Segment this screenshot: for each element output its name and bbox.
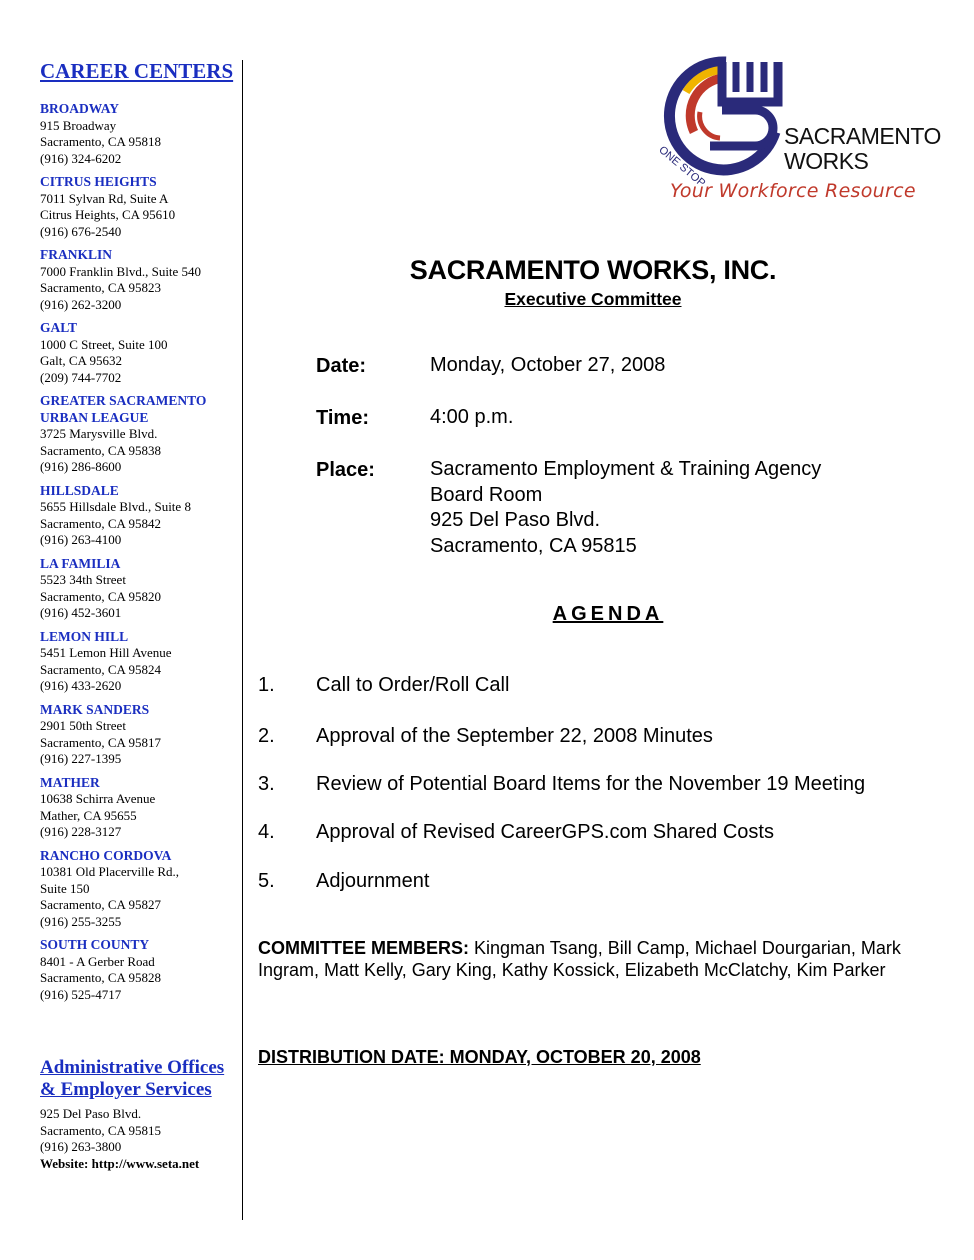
career-center xyxy=(40,775,236,841)
center-city: Sacramento, CA 95824 xyxy=(40,661,161,677)
center-city: Sacramento, CA 95827 xyxy=(40,897,161,912)
agenda-heading: AGENDA xyxy=(552,603,664,625)
sidebar-divider xyxy=(242,60,243,1220)
center-name: BROADWAY xyxy=(40,101,120,116)
center-phone: (916) 286-8600 xyxy=(40,459,122,474)
center-city: Citrus Heights, CA 95610 xyxy=(40,207,176,222)
center-phone: (916) 525-4717 xyxy=(40,986,122,1002)
time-value: 4:00 p.m. xyxy=(430,406,514,428)
agenda-item-text: Adjournment xyxy=(316,870,430,892)
center-address: 10381 Old Placerville Rd., xyxy=(40,864,180,879)
one-stop-badge: ONE STOP xyxy=(656,144,708,190)
center-city: Sacramento, CA 95842 xyxy=(40,515,161,531)
center-phone: (916) 324-6202 xyxy=(40,150,122,166)
center-phone: (916) 263-4100 xyxy=(40,532,122,547)
members-label: COMMITTEE MEMBERS: xyxy=(258,938,469,958)
admin-title xyxy=(40,1057,240,1101)
center-address: 7011 Sylvan Rd, Suite A xyxy=(40,190,169,206)
career-center xyxy=(40,320,236,386)
sacramento-works-logo xyxy=(656,52,941,212)
admin-website: Website: http://www.seta.net xyxy=(40,1155,200,1171)
place-line: Sacramento, CA 95815 xyxy=(430,534,637,557)
committee-name: Executive Committee xyxy=(504,289,682,309)
place-label: Place: xyxy=(316,459,375,481)
logo-tagline: Your Workforce Resource xyxy=(670,180,916,202)
center-phone: (209) 744-7702 xyxy=(40,369,122,385)
agenda-item-text: Review of Potential Board Items for the November 19 Meeting xyxy=(316,773,866,795)
center-address: 8401 - A Gerber Road xyxy=(40,953,155,969)
career-center xyxy=(40,247,236,313)
center-name: GALT xyxy=(40,320,78,335)
place-line: Sacramento Employment & Training Agency xyxy=(430,458,822,480)
career-center xyxy=(40,174,236,240)
center-address: 5655 Hillsdale Blvd., Suite 8 xyxy=(40,499,191,514)
center-phone: (916) 676-2540 xyxy=(40,223,122,239)
members-names: Kingman Tsang, Bill Camp, Michael Dourgarian, Mark Ingram, Matt Kelly, Gary King, Kathy Kossick, Elizabeth McClatchy, Kim Parker xyxy=(258,938,901,980)
admin-title-line: Administrative Offices xyxy=(40,1057,225,1078)
sidebar-title: CAREER CENTERS xyxy=(40,59,234,83)
center-name: RANCHO CORDOVA xyxy=(40,847,172,863)
center-name: SOUTH COUNTY xyxy=(40,937,150,952)
center-name: MATHER xyxy=(40,774,100,790)
career-center xyxy=(40,937,236,1003)
career-center xyxy=(40,483,236,549)
center-city: Sacramento, CA 95838 xyxy=(40,442,161,458)
career-center xyxy=(40,629,236,695)
logo-name-line: SACRAMENTO xyxy=(784,123,941,149)
center-name: CITRUS HEIGHTS xyxy=(40,174,157,189)
center-city: Sacramento, CA 95823 xyxy=(40,280,161,295)
time-label: Time: xyxy=(316,407,369,429)
agenda-item-number: 4. xyxy=(258,821,275,843)
center-phone: (916) 452-3601 xyxy=(40,605,122,620)
center-address: 915 Broadway xyxy=(40,117,117,133)
center-city: Galt, CA 95632 xyxy=(40,353,122,368)
center-phone: (916) 228-3127 xyxy=(40,824,122,839)
career-center xyxy=(40,556,236,622)
career-centers-sidebar xyxy=(40,58,236,1010)
distribution-date: DISTRIBUTION DATE: MONDAY, OCTOBER 20, 2008 xyxy=(258,1047,701,1067)
center-city: Sacramento, CA 95828 xyxy=(40,970,161,985)
center-city: Sacramento, CA 95820 xyxy=(40,588,161,604)
place-line: 925 Del Paso Blvd. xyxy=(430,509,601,531)
committee-members xyxy=(258,937,938,981)
center-city: Mather, CA 95655 xyxy=(40,807,137,823)
admin-address: 925 Del Paso Blvd. xyxy=(40,1106,142,1121)
agenda-item-number: 2. xyxy=(258,725,275,747)
center-city: Sacramento, CA 95817 xyxy=(40,734,161,750)
career-center xyxy=(40,848,236,931)
center-address: 10638 Schirra Avenue xyxy=(40,791,156,806)
center-address: 5523 34th Street xyxy=(40,572,126,587)
center-name: LA FAMILIA xyxy=(40,555,121,571)
center-address: 5451 Lemon Hill Avenue xyxy=(40,645,172,660)
center-address: 7000 Franklin Blvd., Suite 540 xyxy=(40,263,202,279)
admin-title-line: & Employer Services xyxy=(40,1079,212,1100)
agenda-item-number: 1. xyxy=(258,674,275,696)
center-address: 1000 C Street, Suite 100 xyxy=(40,336,168,352)
center-address: 2901 50th Street xyxy=(40,718,126,733)
center-phone: (916) 433-2620 xyxy=(40,678,122,693)
center-name: LEMON HILL xyxy=(40,628,129,644)
center-name: MARK SANDERS xyxy=(40,701,150,717)
center-phone: (916) 227-1395 xyxy=(40,751,122,766)
admin-offices xyxy=(40,1057,240,1172)
career-center xyxy=(40,101,236,167)
logo-name-line: WORKS xyxy=(784,148,869,174)
admin-city: Sacramento, CA 95815 xyxy=(40,1122,161,1138)
date-value: Monday, October 27, 2008 xyxy=(430,354,666,376)
center-name: FRANKLIN xyxy=(40,247,113,262)
center-city: Sacramento, CA 95818 xyxy=(40,134,161,149)
agenda-item-text: Call to Order/Roll Call xyxy=(316,674,510,696)
career-center xyxy=(40,702,236,768)
org-title: SACRAMENTO WORKS, INC. xyxy=(409,255,777,285)
career-center xyxy=(40,393,236,476)
date-label: Date: xyxy=(316,355,367,377)
center-phone: (916) 262-3200 xyxy=(40,296,122,312)
logo-name xyxy=(784,124,941,174)
center-name: HILLSDALE xyxy=(40,482,119,498)
admin-phone: (916) 263-3800 xyxy=(40,1139,122,1154)
agenda-item-text: Approval of Revised CareerGPS.com Shared Costs xyxy=(316,821,774,843)
place-line: Board Room xyxy=(430,483,543,506)
agenda-item-text: Approval of the September 22, 2008 Minutes xyxy=(316,725,713,747)
center-name: GREATER SACRAMENTO URBAN LEAGUE xyxy=(40,393,207,425)
center-address: 3725 Marysville Blvd. xyxy=(40,426,158,441)
place-value xyxy=(430,457,821,559)
agenda-item-number: 5. xyxy=(258,870,275,892)
center-phone: (916) 255-3255 xyxy=(40,913,122,929)
center-suite: Suite 150 xyxy=(40,880,90,896)
agenda-item-number: 3. xyxy=(258,773,275,795)
